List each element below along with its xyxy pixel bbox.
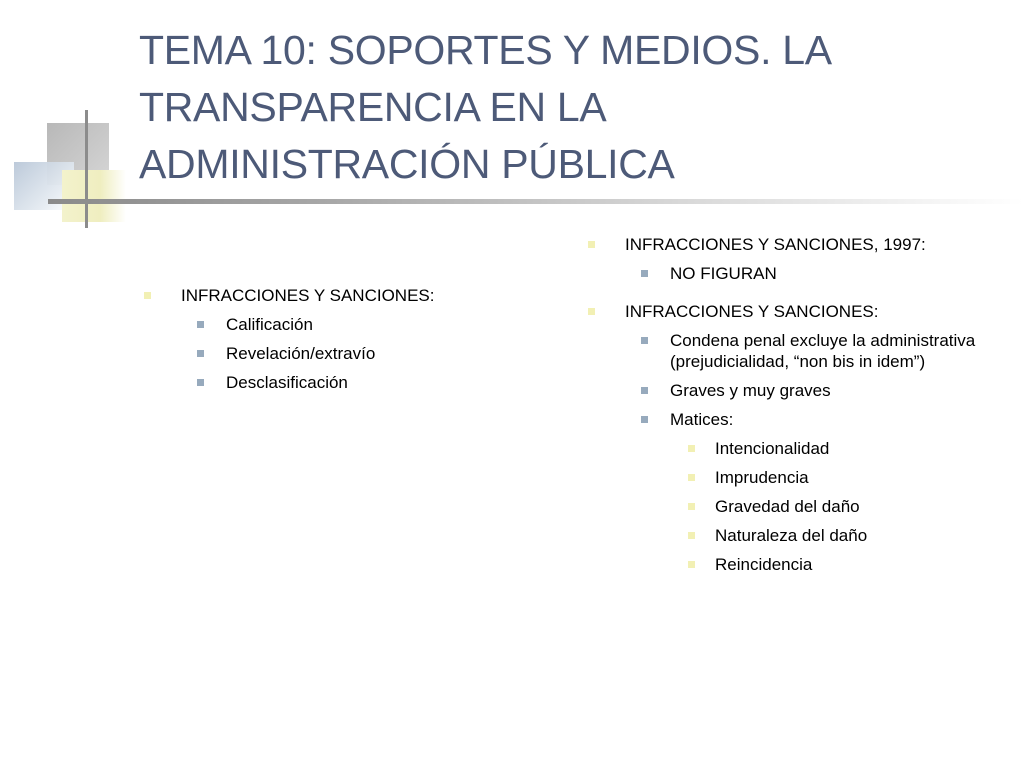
list-item: [584, 234, 1004, 255]
list-item-text: Calificación: [226, 315, 313, 334]
list-item-text: Matices:: [670, 410, 734, 429]
list-item-text: Intencionalidad: [715, 439, 830, 458]
list-item: [140, 343, 520, 364]
left-heading: INFRACCIONES Y SANCIONES:: [181, 286, 435, 305]
bullet-square-icon: [197, 379, 204, 386]
bullet-square-icon: [688, 445, 695, 452]
bullet-square-icon: [588, 308, 595, 315]
bullet-square-icon: [641, 270, 648, 277]
bullet-square-icon: [144, 292, 151, 299]
decorative-yellow-square: [62, 170, 126, 222]
list-item: [584, 496, 1004, 517]
list-item: [584, 301, 1004, 322]
bullet-square-icon: [197, 350, 204, 357]
list-item: [140, 372, 520, 393]
title-divider: [48, 199, 1024, 204]
list-item: [584, 263, 1004, 284]
bullet-square-icon: [641, 387, 648, 394]
list-item: [584, 554, 1004, 575]
right-content-column: [584, 234, 1004, 575]
bullet-square-icon: [641, 337, 648, 344]
list-item-text: NO FIGURAN: [670, 264, 777, 283]
list-item-text: Graves y muy graves: [670, 381, 831, 400]
bullet-square-icon: [197, 321, 204, 328]
bullet-square-icon: [688, 561, 695, 568]
left-bullet-list: [140, 285, 520, 393]
list-item: [584, 409, 1004, 430]
list-item: [584, 525, 1004, 546]
list-item: [584, 467, 1004, 488]
list-item-text: Naturaleza del daño: [715, 526, 868, 545]
right-heading-2: INFRACCIONES Y SANCIONES:: [625, 302, 879, 321]
left-content-column: [140, 285, 520, 393]
list-item: [140, 314, 520, 335]
list-item: [140, 285, 520, 306]
list-item: [584, 438, 1004, 459]
list-item-text: Reincidencia: [715, 555, 813, 574]
title-line-3: ADMINISTRACIÓN PÚBLICA: [139, 141, 675, 187]
bullet-square-icon: [688, 474, 695, 481]
bullet-square-icon: [641, 416, 648, 423]
right-heading-1: INFRACCIONES Y SANCIONES, 1997:: [625, 235, 926, 254]
list-item: [584, 330, 1004, 372]
bullet-square-icon: [688, 532, 695, 539]
right-bullet-list: [584, 234, 1004, 575]
list-item: [584, 380, 1004, 401]
title-line-2: TRANSPARENCIA EN LA: [139, 84, 607, 130]
slide-title: [139, 22, 999, 193]
list-item-text: Desclasificación: [226, 373, 348, 392]
title-line-1: TEMA 10: SOPORTES Y MEDIOS. LA: [139, 27, 832, 73]
list-item-text: Gravedad del daño: [715, 497, 860, 516]
list-item-text: Revelación/extravío: [226, 344, 376, 363]
list-item-text: Imprudencia: [715, 468, 809, 487]
list-item-text: Condena penal excluye la administrativa (prejudicialidad, “non bis in idem”): [670, 331, 976, 371]
bullet-square-icon: [588, 241, 595, 248]
bullet-square-icon: [688, 503, 695, 510]
decorative-vertical-line: [85, 110, 88, 228]
